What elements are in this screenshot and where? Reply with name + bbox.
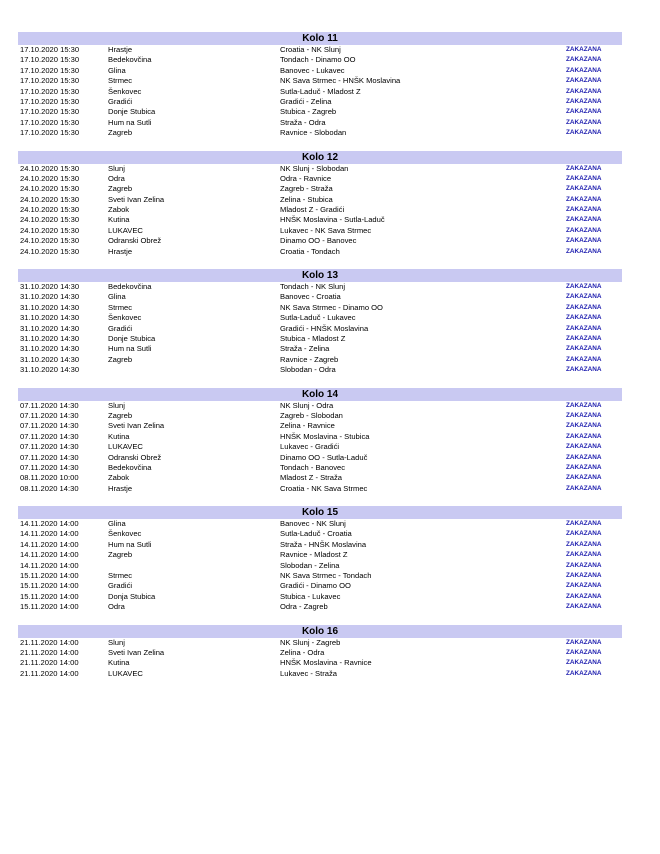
match-teams: Zagreb - Slobodan [280,410,343,420]
match-venue: Šenkovec [108,86,142,96]
match-row [18,365,622,375]
match-status: ZAKAZANA [566,422,602,430]
match-row [18,561,622,571]
match-datetime: 31.10.2020 14:30 [20,333,80,343]
match-datetime: 07.11.2020 14:30 [20,421,79,431]
match-teams: Gradići - HNŠK Moslavina [280,323,369,333]
match-teams: Slobodan - Zelina [280,560,340,570]
match-status: ZAKAZANA [566,129,602,137]
match-datetime: 24.10.2020 15:30 [20,215,80,225]
match-venue: Strmec [108,302,133,312]
match-status: ZAKAZANA [566,540,602,548]
match-teams: Ravnice - Slobodan [280,128,347,138]
match-status: ZAKAZANA [566,530,602,538]
match-status: ZAKAZANA [566,592,602,600]
match-row [18,215,622,225]
round-section [18,388,622,495]
match-teams: Tondach - Banovec [280,462,346,472]
match-row [18,236,622,246]
match-venue: Zagreb [108,550,133,560]
match-row [18,602,622,612]
match-datetime: 17.10.2020 15:30 [20,45,80,54]
match-teams: HNŠK Moslavina - Ravnice [280,658,372,668]
match-datetime: 14.11.2020 14:00 [20,539,79,549]
match-teams: Straža - Zelina [280,344,330,354]
match-venue: Hrastje [108,45,133,54]
match-row [18,581,622,591]
match-status: ZAKAZANA [566,293,602,301]
match-row [18,205,622,215]
match-row [18,313,622,323]
match-venue: Zabok [108,473,130,483]
match-venue: Sveti Ivan Zelina [108,647,165,657]
match-venue: Donje Stubica [108,333,156,343]
match-row [18,463,622,473]
match-status: ZAKAZANA [566,237,602,245]
match-venue: Odranski Obrež [108,452,162,462]
match-status: ZAKAZANA [566,474,602,482]
match-datetime: 31.10.2020 14:30 [20,323,80,333]
match-row [18,282,622,292]
match-status: ZAKAZANA [566,87,602,95]
match-row [18,401,622,411]
match-teams: Slobodan - Odra [280,365,336,375]
match-venue: Slunj [108,400,125,410]
match-teams: Zagreb - Straža [280,184,333,194]
match-status: ZAKAZANA [566,216,602,224]
match-datetime: 31.10.2020 14:30 [20,302,80,312]
match-row [18,184,622,194]
match-venue: LUKAVEC [108,225,143,235]
match-datetime: 07.11.2020 14:30 [20,400,79,410]
match-teams: Sutla-Laduč - Mladost Z [280,86,361,96]
match-teams: Odra - Ravnice [280,173,332,183]
match-status: ZAKAZANA [566,174,602,182]
match-datetime: 21.11.2020 14:00 [20,647,79,657]
match-status: ZAKAZANA [566,366,602,374]
match-venue: Odra [108,602,125,612]
match-datetime: 14.11.2020 14:00 [20,560,79,570]
match-status: ZAKAZANA [566,484,602,492]
match-row [18,247,622,257]
match-status: ZAKAZANA [566,334,602,342]
match-datetime: 31.10.2020 14:30 [20,354,80,364]
match-row [18,484,622,494]
match-row [18,66,622,76]
match-row [18,76,622,86]
match-venue: Hum na Sutli [108,539,152,549]
match-teams: Stubica - Lukavec [280,591,341,601]
match-teams: NK Slunj - Zagreb [280,637,341,647]
match-status: ZAKAZANA [566,345,602,353]
match-datetime: 17.10.2020 15:30 [20,107,80,117]
match-teams: Lukavec - Straža [280,668,337,678]
match-teams: Sutla-Laduč - Lukavec [280,313,356,323]
match-datetime: 21.11.2020 14:00 [20,668,79,678]
match-row [18,648,622,658]
match-status: ZAKAZANA [566,572,602,580]
match-teams: Banovec - Lukavec [280,65,345,75]
match-datetime: 24.10.2020 15:30 [20,225,80,235]
match-row [18,355,622,365]
match-teams: Croatia - Tondach [280,246,340,256]
match-row [18,638,622,648]
match-venue: Hrastje [108,483,133,493]
match-row [18,432,622,442]
match-venue: Sveti Ivan Zelina [108,421,165,431]
match-venue: Strmec [108,571,133,581]
match-venue: Slunj [108,637,125,647]
match-status: ZAKAZANA [566,603,602,611]
match-row [18,421,622,431]
match-datetime: 17.10.2020 15:30 [20,55,80,65]
match-row [18,442,622,452]
round-section [18,269,622,376]
match-status: ZAKAZANA [566,185,602,193]
match-teams: NK Sava Strmec - Tondach [280,571,372,581]
match-status: ZAKAZANA [566,195,602,203]
match-teams: Zelina - Stubica [280,194,333,204]
match-status: ZAKAZANA [566,56,602,64]
match-row [18,658,622,668]
match-status: ZAKAZANA [566,443,602,451]
match-status: ZAKAZANA [566,283,602,291]
match-teams: NK Slunj - Odra [280,400,334,410]
match-teams: Dinamo OO - Sutla-Laduč [280,452,368,462]
match-datetime: 31.10.2020 14:30 [20,313,80,323]
round-title: Kolo 16 [18,625,622,638]
match-venue: Strmec [108,76,133,86]
match-status: ZAKAZANA [566,164,602,172]
match-venue: Bedekovčina [108,282,152,292]
match-row [18,195,622,205]
match-row [18,324,622,334]
match-row [18,174,622,184]
match-venue: Glina [108,292,126,302]
round-title: Kolo 12 [18,151,622,164]
match-datetime: 17.10.2020 15:30 [20,117,80,127]
match-teams: Ravnice - Mladost Z [280,550,348,560]
match-row [18,118,622,128]
match-row [18,87,622,97]
match-teams: Croatia - NK Slunj [280,45,341,54]
match-venue: Gradići [108,96,133,106]
match-teams: Gradići - Dinamo OO [280,581,351,591]
match-row [18,411,622,421]
match-venue: Zagreb [108,128,133,138]
round-title: Kolo 13 [18,269,622,282]
match-row [18,334,622,344]
match-venue: Slunj [108,163,125,173]
match-teams: Sutla-Laduč - Croatia [280,529,352,539]
match-status: ZAKAZANA [566,659,602,667]
match-status: ZAKAZANA [566,118,602,126]
match-teams: Gradići - Zelina [280,96,332,106]
match-datetime: 15.11.2020 14:00 [20,581,79,591]
match-row [18,473,622,483]
match-row [18,107,622,117]
match-status: ZAKAZANA [566,669,602,677]
match-teams: Tondach - Dinamo OO [280,55,356,65]
match-status: ZAKAZANA [566,411,602,419]
match-row [18,453,622,463]
match-status: ZAKAZANA [566,303,602,311]
match-datetime: 31.10.2020 14:30 [20,344,80,354]
match-status: ZAKAZANA [566,551,602,559]
round-title: Kolo 14 [18,388,622,401]
match-row [18,292,622,302]
match-venue: Zagreb [108,184,133,194]
match-status: ZAKAZANA [566,206,602,214]
match-venue: Bedekovčina [108,55,152,65]
round-section [18,625,622,680]
match-status: ZAKAZANA [566,97,602,105]
match-datetime: 31.10.2020 14:30 [20,282,80,292]
match-datetime: 07.11.2020 14:30 [20,442,79,452]
match-datetime: 07.11.2020 14:30 [20,410,79,420]
match-venue: Hum na Sutli [108,344,152,354]
match-datetime: 24.10.2020 15:30 [20,246,80,256]
round-section [18,506,622,613]
match-datetime: 07.11.2020 14:30 [20,452,79,462]
match-status: ZAKAZANA [566,520,602,528]
match-teams: Dinamo OO - Banovec [280,236,357,246]
match-venue: Glina [108,65,126,75]
match-row [18,303,622,313]
match-status: ZAKAZANA [566,432,602,440]
match-row [18,45,622,55]
match-venue: Odra [108,173,125,183]
match-status: ZAKAZANA [566,314,602,322]
match-venue: Donje Stubica [108,107,156,117]
match-row [18,128,622,138]
match-teams: NK Sava Strmec - Dinamo OO [280,302,383,312]
match-venue: Hrastje [108,246,133,256]
match-datetime: 31.10.2020 14:30 [20,292,80,302]
match-datetime: 24.10.2020 15:30 [20,205,80,215]
match-teams: Banovec - NK Slunj [280,519,346,529]
match-teams: Stubica - Mladost Z [280,333,346,343]
match-venue: Sveti Ivan Zelina [108,194,165,204]
schedule [18,32,622,691]
match-teams: Straža - HNŠK Moslavina [280,539,367,549]
match-datetime: 24.10.2020 15:30 [20,194,80,204]
round-title: Kolo 11 [18,32,622,45]
match-datetime: 14.11.2020 14:00 [20,529,79,539]
match-datetime: 08.11.2020 10:00 [20,473,79,483]
match-datetime: 15.11.2020 14:00 [20,591,79,601]
match-teams: Ravnice - Zagreb [280,354,339,364]
round-section [18,32,622,139]
match-teams: Mladost Z - Straža [280,473,343,483]
match-datetime: 17.10.2020 15:30 [20,86,80,96]
match-row [18,592,622,602]
match-datetime: 21.11.2020 14:00 [20,637,79,647]
match-status: ZAKAZANA [566,108,602,116]
match-venue: Hum na Sutli [108,117,152,127]
match-datetime: 17.10.2020 15:30 [20,128,80,138]
match-teams: Odra - Zagreb [280,602,328,612]
match-venue: Zagreb [108,410,133,420]
match-datetime: 08.11.2020 14:30 [20,483,79,493]
match-row [18,571,622,581]
match-datetime: 07.11.2020 14:30 [20,431,79,441]
match-status: ZAKAZANA [566,46,602,53]
match-teams: Straža - Odra [280,117,326,127]
match-teams: NK Sava Strmec - HNŠK Moslavina [280,76,401,86]
match-venue: Donja Stubica [108,591,156,601]
match-row [18,519,622,529]
match-row [18,164,622,174]
round-section [18,151,622,258]
match-teams: Tondach - NK Slunj [280,282,346,292]
match-teams: Stubica - Zagreb [280,107,337,117]
match-datetime: 14.11.2020 14:00 [20,519,79,529]
match-status: ZAKAZANA [566,66,602,74]
match-venue: Kutina [108,431,130,441]
match-teams: Lukavec - NK Sava Strmec [280,225,372,235]
match-teams: HNŠK Moslavina - Sutla-Laduč [280,215,385,225]
round-title: Kolo 15 [18,506,622,519]
match-status: ZAKAZANA [566,355,602,363]
match-status: ZAKAZANA [566,226,602,234]
match-status: ZAKAZANA [566,401,602,409]
match-venue: Zagreb [108,354,133,364]
match-venue: Odranski Obrež [108,236,162,246]
match-teams: Zelina - Odra [280,647,325,657]
match-status: ZAKAZANA [566,77,602,85]
match-venue: LUKAVEC [108,442,143,452]
match-datetime: 07.11.2020 14:30 [20,462,79,472]
match-datetime: 24.10.2020 15:30 [20,236,80,246]
match-datetime: 24.10.2020 15:30 [20,184,80,194]
match-venue: Šenkovec [108,313,142,323]
match-datetime: 17.10.2020 15:30 [20,65,80,75]
match-row [18,669,622,679]
match-status: ZAKAZANA [566,463,602,471]
match-row [18,550,622,560]
match-venue: Gradići [108,581,133,591]
match-datetime: 15.11.2020 14:00 [20,571,79,581]
match-status: ZAKAZANA [566,582,602,590]
match-venue: Šenkovec [108,529,142,539]
match-status: ZAKAZANA [566,453,602,461]
match-venue: Kutina [108,215,130,225]
match-status: ZAKAZANA [566,638,602,646]
match-teams: HNŠK Moslavina - Stubica [280,431,370,441]
match-datetime: 14.11.2020 14:00 [20,550,79,560]
match-datetime: 31.10.2020 14:30 [20,365,80,375]
match-teams: NK Slunj - Slobodan [280,163,349,173]
match-status: ZAKAZANA [566,247,602,255]
match-status: ZAKAZANA [566,648,602,656]
match-datetime: 24.10.2020 15:30 [20,163,80,173]
match-venue: LUKAVEC [108,668,143,678]
match-row [18,529,622,539]
match-status: ZAKAZANA [566,561,602,569]
match-row [18,344,622,354]
match-teams: Banovec - Croatia [280,292,341,302]
match-row [18,540,622,550]
match-teams: Mladost Z - Gradići [280,205,345,215]
match-teams: Croatia - NK Sava Strmec [280,483,368,493]
match-venue: Glina [108,519,126,529]
match-datetime: 15.11.2020 14:00 [20,602,79,612]
match-row [18,226,622,236]
match-venue: Bedekovčina [108,462,152,472]
match-datetime: 24.10.2020 15:30 [20,173,80,183]
match-datetime: 21.11.2020 14:00 [20,658,79,668]
match-datetime: 17.10.2020 15:30 [20,76,80,86]
match-status: ZAKAZANA [566,324,602,332]
match-teams: Zelina - Ravnice [280,421,335,431]
match-teams: Lukavec - Gradići [280,442,340,452]
match-row [18,55,622,65]
match-venue: Gradići [108,323,133,333]
match-datetime: 17.10.2020 15:30 [20,96,80,106]
match-venue: Kutina [108,658,130,668]
match-venue: Zabok [108,205,130,215]
match-row [18,97,622,107]
